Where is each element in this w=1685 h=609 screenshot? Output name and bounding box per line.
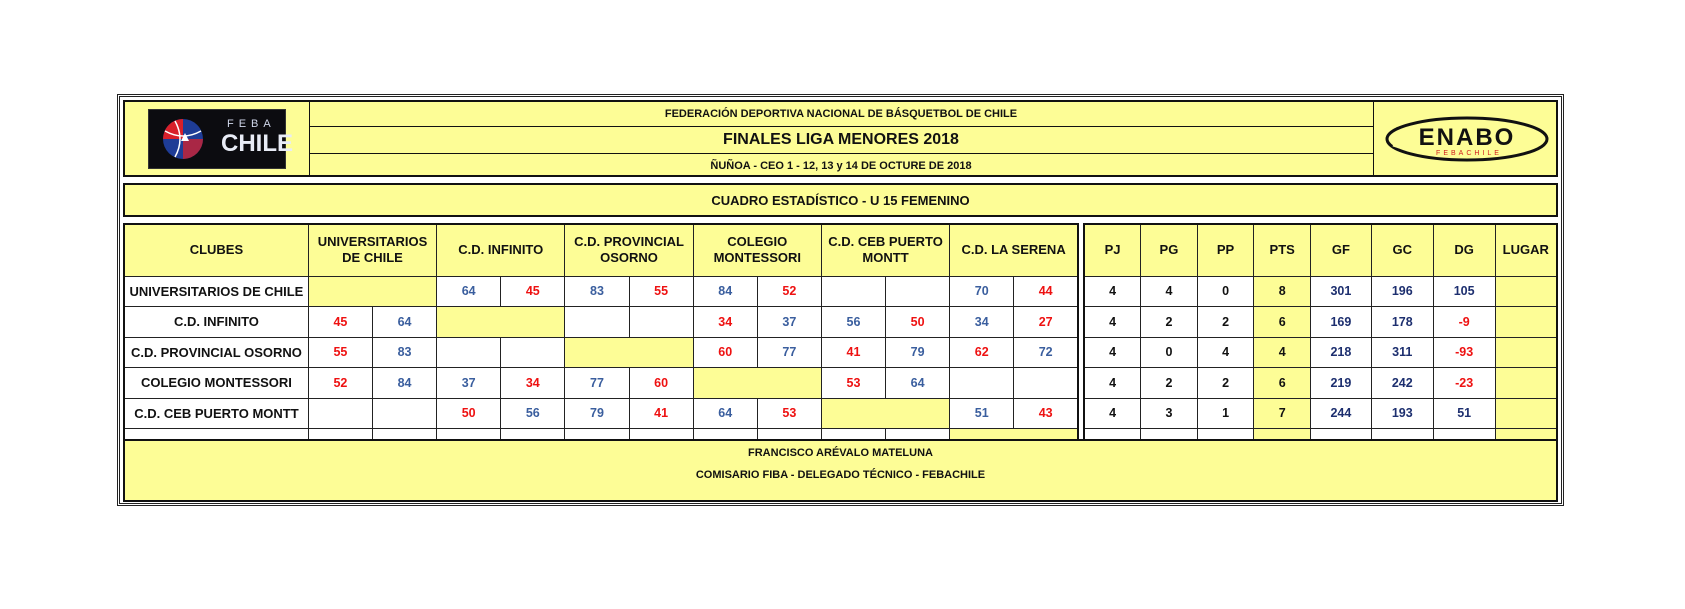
team-header-line1: C.D. INFINITO — [458, 242, 544, 258]
score-opponent: 64 — [886, 368, 950, 399]
team-column-header — [950, 224, 1078, 276]
score-opponent — [886, 276, 950, 307]
table-row — [124, 276, 1078, 307]
score-opponent: 60 — [629, 368, 693, 399]
points-cell: 4 — [1254, 337, 1311, 368]
venue-dates: ÑUÑOA - CEO 1 - 12, 13 y 14 DE OCTURE DE 2018 — [710, 160, 972, 172]
team-column-header — [565, 224, 693, 276]
table-row — [1084, 398, 1557, 429]
score-opponent: 45 — [501, 276, 565, 307]
score-own: 62 — [950, 337, 1014, 368]
table-row — [1084, 276, 1557, 307]
score-own: 83 — [565, 276, 629, 307]
team-header-line1: COLEGIO — [727, 234, 788, 250]
score-opponent: 64 — [373, 307, 437, 338]
team-column-header — [437, 224, 565, 276]
self-match-cell — [308, 276, 436, 307]
score-own: 34 — [693, 307, 757, 338]
results-sheet — [117, 94, 1564, 506]
team-column-header — [821, 224, 949, 276]
score-own — [821, 276, 885, 307]
stat-cell: 2 — [1197, 307, 1254, 338]
stat-cell: 178 — [1371, 307, 1433, 338]
commissioner-name: FRANCISCO ARÉVALO MATELUNA — [748, 447, 933, 459]
score-opponent: 84 — [373, 368, 437, 399]
table-row — [1084, 368, 1557, 399]
stat-cell: 196 — [1371, 276, 1433, 307]
stat-cell: 0 — [1197, 276, 1254, 307]
score-opponent: 37 — [757, 307, 821, 338]
goal-diff-cell: 51 — [1433, 398, 1495, 429]
score-opponent: 72 — [1014, 337, 1078, 368]
team-header-line1: UNIVERSITARIOS — [317, 234, 428, 250]
logo-feba-text: FEBA — [227, 117, 276, 130]
team-header-line2: MONTESSORI — [713, 250, 801, 266]
team-header-line1: C.D. LA SERENA — [961, 242, 1066, 258]
federation-title: FEDERACIÓN DEPORTIVA NACIONAL DE BÁSQUETBOL DE CHILE — [309, 102, 1373, 127]
score-opponent: 79 — [886, 337, 950, 368]
score-opponent: 41 — [629, 398, 693, 429]
results-grid-body — [124, 276, 1078, 459]
stat-cell: 2 — [1141, 368, 1198, 399]
stat-header: GC — [1371, 224, 1433, 276]
stat-header: GF — [1311, 224, 1372, 276]
score-opponent — [501, 337, 565, 368]
standings-header-row — [1084, 224, 1557, 276]
stat-header: DG — [1433, 224, 1495, 276]
score-own: 60 — [693, 337, 757, 368]
self-match-cell — [821, 398, 949, 429]
score-opponent: 53 — [757, 398, 821, 429]
club-name: C.D. CEB PUERTO MONTT — [124, 398, 308, 429]
score-opponent: 27 — [1014, 307, 1078, 338]
stat-cell: 218 — [1311, 337, 1372, 368]
points-cell: 6 — [1254, 307, 1311, 338]
score-opponent: 83 — [373, 337, 437, 368]
stat-cell: 169 — [1311, 307, 1372, 338]
points-cell: 7 — [1254, 398, 1311, 429]
stat-cell: 4 — [1084, 368, 1141, 399]
goal-diff-cell: 105 — [1433, 276, 1495, 307]
score-own: 79 — [565, 398, 629, 429]
score-opponent: 50 — [886, 307, 950, 338]
self-match-cell — [693, 368, 821, 399]
score-opponent: 44 — [1014, 276, 1078, 307]
table-row — [124, 368, 1078, 399]
team-header-line2: MONTT — [862, 250, 909, 266]
stat-header: PG — [1141, 224, 1198, 276]
score-own — [308, 398, 372, 429]
place-cell — [1495, 398, 1557, 429]
footer — [123, 439, 1558, 502]
score-opponent: 55 — [629, 276, 693, 307]
team-header-line2: OSORNO — [600, 250, 658, 266]
stat-cell: 244 — [1311, 398, 1372, 429]
score-own: 56 — [821, 307, 885, 338]
table-row — [124, 307, 1078, 338]
stat-cell: 311 — [1371, 337, 1433, 368]
score-opponent: 77 — [757, 337, 821, 368]
club-name: COLEGIO MONTESSORI — [124, 368, 308, 399]
stat-header: LUGAR — [1495, 224, 1557, 276]
table-row — [124, 337, 1078, 368]
team-column-header — [693, 224, 821, 276]
score-own: 64 — [437, 276, 501, 307]
logo-chile-text: CHILE — [221, 129, 293, 157]
results-grid — [123, 223, 1079, 460]
stat-header: PTS — [1254, 224, 1311, 276]
score-own: 34 — [950, 307, 1014, 338]
team-header-line2: DE CHILE — [342, 250, 403, 266]
place-cell — [1495, 307, 1557, 338]
enabo-logo-subtext: FEBACHILE — [1435, 149, 1502, 157]
goal-diff-cell: -23 — [1433, 368, 1495, 399]
score-opponent: 56 — [501, 398, 565, 429]
event-title: FINALES LIGA MENORES 2018 — [309, 126, 1373, 154]
score-own: 53 — [821, 368, 885, 399]
self-match-cell — [437, 307, 565, 338]
score-own — [565, 307, 629, 338]
stat-cell: 4 — [1084, 307, 1141, 338]
score-own: 64 — [693, 398, 757, 429]
stat-cell: 4 — [1084, 337, 1141, 368]
stat-cell: 219 — [1311, 368, 1372, 399]
stat-cell: 301 — [1311, 276, 1372, 307]
score-opponent: 52 — [757, 276, 821, 307]
stat-header: PJ — [1084, 224, 1141, 276]
stat-cell: 1 — [1197, 398, 1254, 429]
basketball-icon — [155, 111, 215, 167]
score-own — [437, 337, 501, 368]
standings-table — [1083, 223, 1558, 460]
stat-cell: 2 — [1141, 307, 1198, 338]
feba-chile-logo — [148, 109, 293, 169]
header — [123, 100, 1558, 177]
score-own: 50 — [437, 398, 501, 429]
stat-cell: 3 — [1141, 398, 1198, 429]
stat-cell: 242 — [1371, 368, 1433, 399]
self-match-cell — [565, 337, 693, 368]
score-own: 41 — [821, 337, 885, 368]
stat-header: PP — [1197, 224, 1254, 276]
stat-cell: 4 — [1197, 337, 1254, 368]
goal-diff-cell: -93 — [1433, 337, 1495, 368]
header-titles — [309, 102, 1373, 175]
place-cell — [1495, 276, 1557, 307]
score-own: 55 — [308, 337, 372, 368]
stat-cell: 193 — [1371, 398, 1433, 429]
score-own — [950, 368, 1014, 399]
stat-cell: 4 — [1084, 398, 1141, 429]
score-own: 37 — [437, 368, 501, 399]
score-own: 77 — [565, 368, 629, 399]
score-opponent — [373, 398, 437, 429]
score-own: 70 — [950, 276, 1014, 307]
score-opponent: 34 — [501, 368, 565, 399]
enabo-logo-cell — [1373, 102, 1561, 175]
feba-chile-logo-cell — [125, 102, 310, 175]
score-opponent — [1014, 368, 1078, 399]
table-row — [124, 398, 1078, 429]
club-name: UNIVERSITARIOS DE CHILE — [124, 276, 308, 307]
enabo-logo — [1383, 111, 1553, 167]
table-subtitle: CUADRO ESTADÍSTICO - U 15 FEMENINO — [123, 183, 1558, 217]
score-opponent: 43 — [1014, 398, 1078, 429]
table-row — [1084, 307, 1557, 338]
place-cell — [1495, 368, 1557, 399]
goal-diff-cell: -9 — [1433, 307, 1495, 338]
score-own: 45 — [308, 307, 372, 338]
table-row — [1084, 337, 1557, 368]
team-column-header — [308, 224, 436, 276]
score-own: 51 — [950, 398, 1014, 429]
points-cell: 6 — [1254, 368, 1311, 399]
commissioner-role: COMISARIO FIBA - DELEGADO TÉCNICO - FEBACHILE — [695, 469, 986, 481]
score-own: 84 — [693, 276, 757, 307]
stat-cell: 4 — [1141, 276, 1198, 307]
score-opponent — [629, 307, 693, 338]
clubs-header: CLUBES — [124, 224, 308, 276]
stat-cell: 4 — [1084, 276, 1141, 307]
stat-cell: 0 — [1141, 337, 1198, 368]
score-own: 52 — [308, 368, 372, 399]
place-cell — [1495, 337, 1557, 368]
club-name: C.D. PROVINCIAL OSORNO — [124, 337, 308, 368]
points-cell: 8 — [1254, 276, 1311, 307]
team-header-line1: C.D. PROVINCIAL — [574, 234, 684, 250]
standings-body — [1084, 276, 1557, 459]
team-header-line1: C.D. CEB PUERTO — [828, 234, 943, 250]
club-name: C.D. INFINITO — [124, 307, 308, 338]
enabo-logo-text: ENABO — [1418, 123, 1515, 151]
stat-cell: 2 — [1197, 368, 1254, 399]
